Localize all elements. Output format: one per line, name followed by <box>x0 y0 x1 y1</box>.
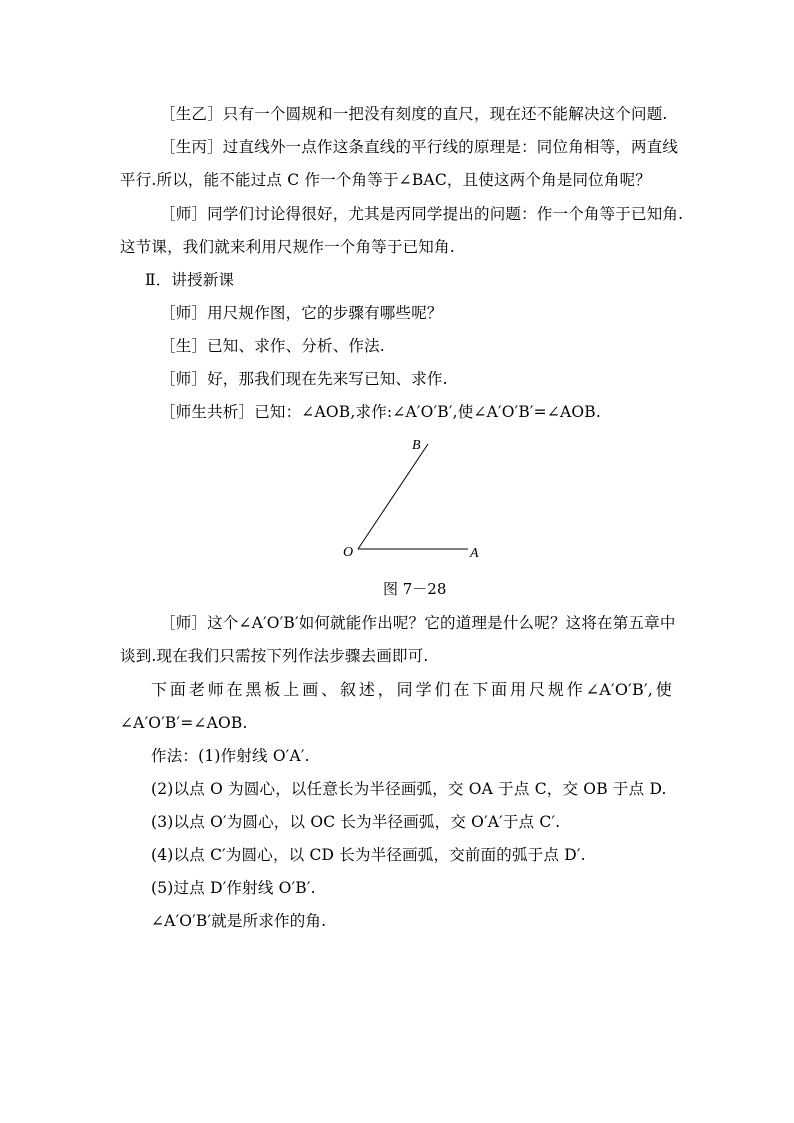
label-b: B <box>412 438 421 453</box>
paragraph-board-line1: 下面老师在黑板上画、叙述，同学们在下面用尺规作∠A′O′B′,使 <box>151 680 672 699</box>
paragraph-teacher-line1: ［师］同学们讨论得很好，尤其是丙同学提出的问题：作一个角等于已知角. <box>160 205 684 223</box>
paragraph-board-line2: ∠A′O′B′=∠AOB. <box>120 714 248 732</box>
construction-step-4: (4)以点 C′为圆心，以 CD 长为半径画弧，交前面的弧于点 D′. <box>151 846 586 864</box>
paragraph-teacher-instruction: ［师］好，那我们现在先来写已知、求作. <box>160 370 448 388</box>
construction-step-5: (5)过点 D′作射线 O′B′. <box>151 879 316 897</box>
figure-caption: 图 7－28 <box>383 580 447 598</box>
paragraph-teacher-line2: 这节课，我们就来利用尺规作一个角等于已知角. <box>120 238 455 256</box>
construction-step-3: (3)以点 O′为圆心，以 OC 长为半径画弧，交 O′A′于点 C′. <box>151 813 561 831</box>
paragraph-student-bing-line2: 平行.所以，能不能过点 C 作一个角等于∠BAC，且使这两个角是同位角呢？ <box>120 171 651 189</box>
angle-figure <box>330 430 500 570</box>
paragraph-joint-analysis: ［师生共析］已知：∠AOB,求作:∠A′O′B′,使∠A′O′B′=∠AOB. <box>160 403 602 421</box>
paragraph-student-answer: ［生］已知、求作、分析、作法. <box>160 337 385 355</box>
paragraph-teacher-explain-line1: ［师］这个∠A′O′B′如何就能作出呢？它的道理是什么呢？这将在第五章中 <box>160 614 676 632</box>
section-heading: Ⅱ．讲授新课 <box>145 271 235 289</box>
paragraph-teacher-explain-line2: 谈到.现在我们只需按下列作法步骤去画即可. <box>120 647 429 665</box>
paragraph-student-yi: ［生乙］只有一个圆规和一把没有刻度的直尺，现在还不能解决这个问题. <box>160 105 668 123</box>
conclusion: ∠A′O′B′就是所求作的角. <box>151 912 327 930</box>
construction-step-2: (2)以点 O 为圆心，以任意长为半径画弧，交 OA 于点 C，交 OB 于点 D. <box>151 780 667 798</box>
paragraph-teacher-question: ［师］用尺规作图，它的步骤有哪些呢？ <box>160 304 443 322</box>
ray-ob <box>358 444 428 549</box>
label-o: O <box>343 545 354 560</box>
paragraph-student-bing-line1: ［生丙］过直线外一点作这条直线的平行线的原理是：同位角相等，两直线 <box>160 138 679 156</box>
angle-aob-diagram <box>330 430 500 570</box>
construction-step-1: 作法：(1)作射线 O′A′. <box>151 747 310 765</box>
label-a: A <box>470 546 479 561</box>
